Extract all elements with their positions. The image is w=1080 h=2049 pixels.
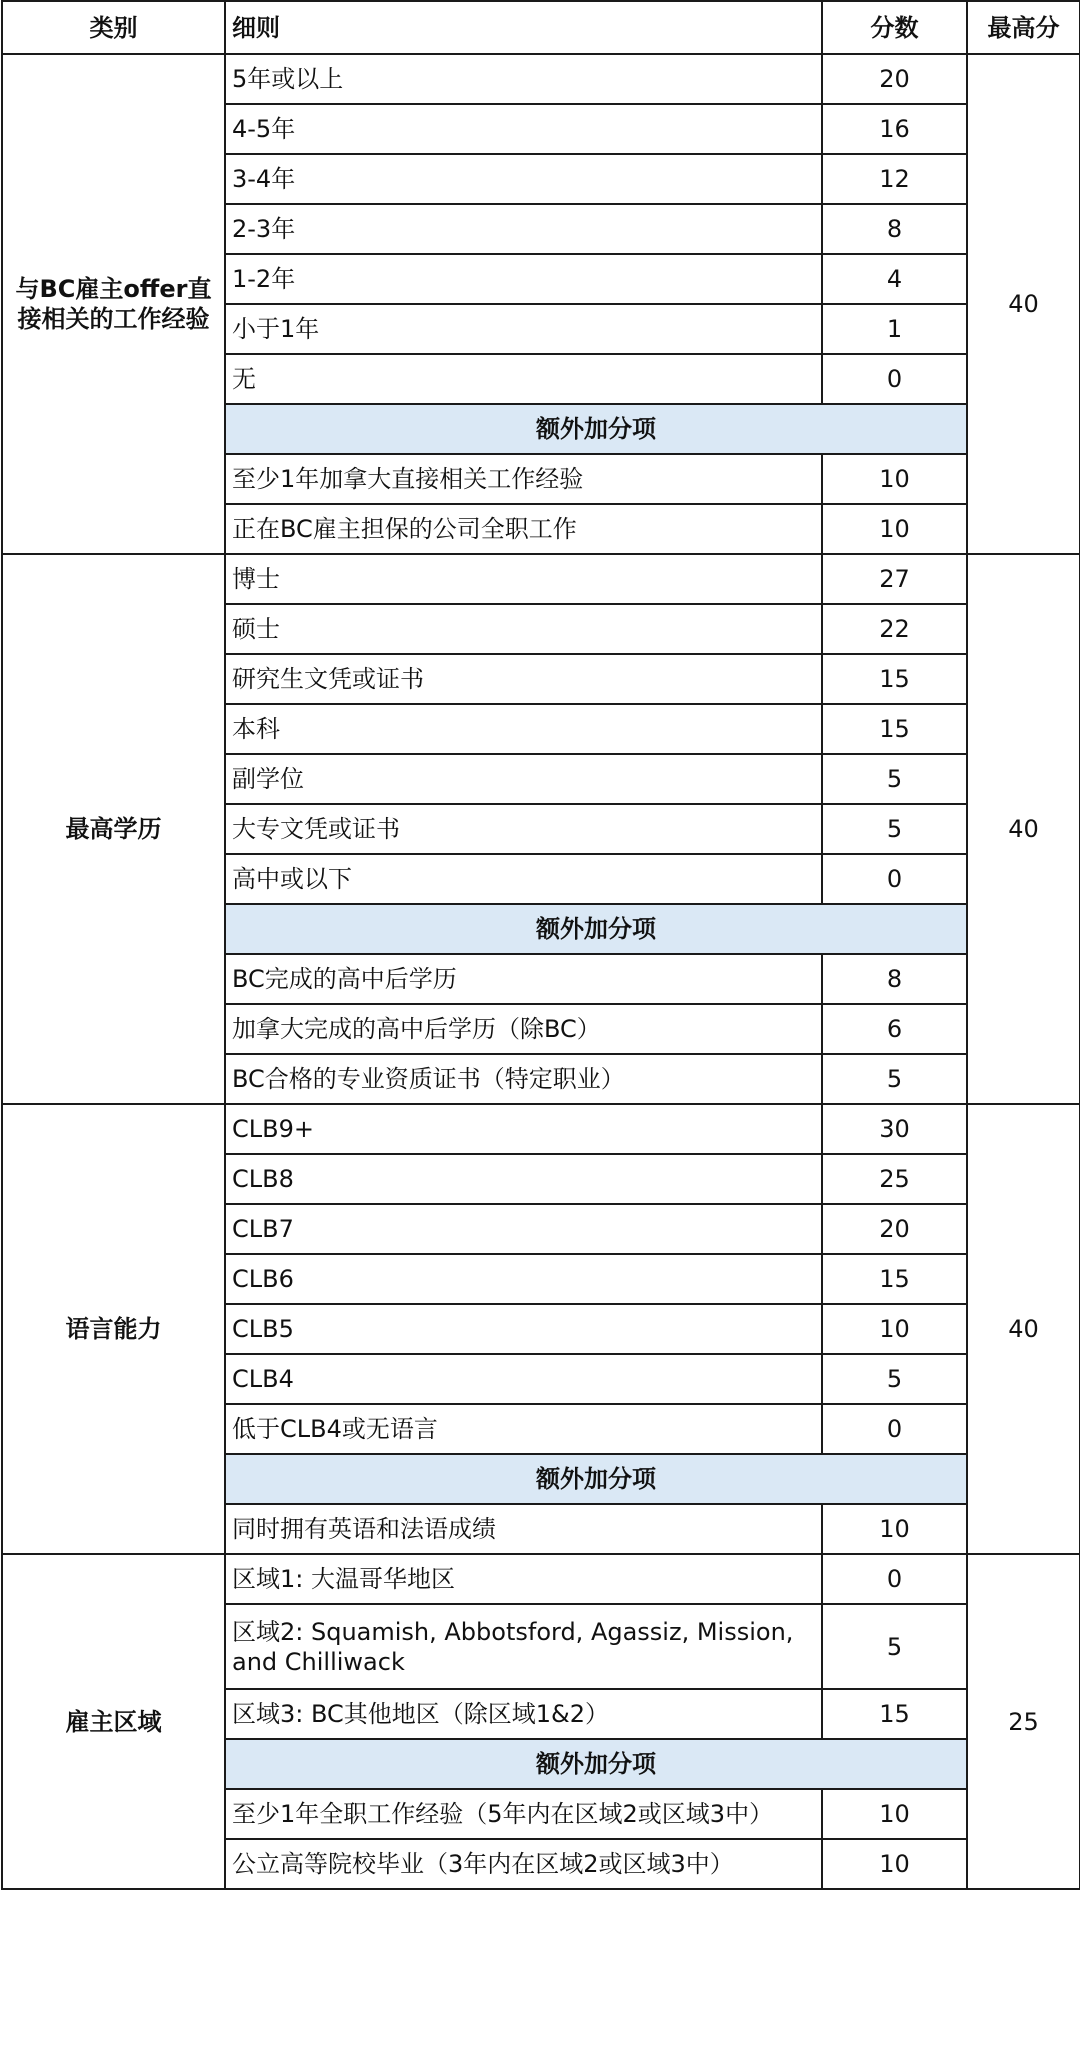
score-cell: 27 [822,554,967,604]
score-cell: 1 [822,304,967,354]
detail-cell: 同时拥有英语和法语成绩 [225,1504,822,1554]
category-cell: 最高学历 [2,554,225,1104]
detail-cell: 1-2年 [225,254,822,304]
score-cell: 8 [822,954,967,1004]
score-cell: 15 [822,1689,967,1739]
table-row [2,1104,1080,1154]
header-row [2,1,1080,54]
bonus-label: 额外加分项 [225,1739,967,1789]
score-cell: 0 [822,854,967,904]
max-score-cell: 25 [967,1554,1080,1889]
score-cell: 30 [822,1104,967,1154]
score-cell: 22 [822,604,967,654]
detail-cell: CLB5 [225,1304,822,1354]
detail-cell: 区域1: 大温哥华地区 [225,1554,822,1604]
detail-cell: CLB7 [225,1204,822,1254]
score-cell: 15 [822,704,967,754]
category-cell: 雇主区域 [2,1554,225,1889]
score-cell: 10 [822,1304,967,1354]
score-cell: 6 [822,1004,967,1054]
detail-cell: 区域2: Squamish, Abbotsford, Agassiz, Mission, and Chilliwack [225,1604,822,1689]
header-category: 类别 [2,1,225,54]
score-cell: 4 [822,254,967,304]
detail-cell: BC合格的专业资质证书（特定职业） [225,1054,822,1104]
detail-cell: 加拿大完成的高中后学历（除BC） [225,1004,822,1054]
detail-cell: 正在BC雇主担保的公司全职工作 [225,504,822,554]
detail-cell: 5年或以上 [225,54,822,104]
score-cell: 10 [822,1839,967,1889]
score-cell: 10 [822,504,967,554]
score-cell: 15 [822,654,967,704]
score-cell: 25 [822,1154,967,1204]
points-table-body [2,54,1080,1889]
score-cell: 12 [822,154,967,204]
detail-cell: CLB8 [225,1154,822,1204]
header-score: 分数 [822,1,967,54]
score-cell: 16 [822,104,967,154]
bonus-label: 额外加分项 [225,404,967,454]
max-score-cell: 40 [967,54,1080,554]
category-cell: 与BC雇主offer直接相关的工作经验 [2,54,225,554]
score-cell: 20 [822,1204,967,1254]
score-cell: 5 [822,1604,967,1689]
detail-cell: 硕士 [225,604,822,654]
bonus-label: 额外加分项 [225,1454,967,1504]
category-cell: 语言能力 [2,1104,225,1554]
max-score-cell: 40 [967,1104,1080,1554]
score-cell: 8 [822,204,967,254]
detail-cell: 博士 [225,554,822,604]
detail-cell: CLB6 [225,1254,822,1304]
detail-cell: 本科 [225,704,822,754]
detail-cell: BC完成的高中后学历 [225,954,822,1004]
score-cell: 10 [822,1504,967,1554]
table-row [2,54,1080,104]
detail-cell: 至少1年全职工作经验（5年内在区域2或区域3中） [225,1789,822,1839]
detail-cell: CLB9+ [225,1104,822,1154]
detail-cell: 区域3: BC其他地区（除区域1&2） [225,1689,822,1739]
max-score-cell: 40 [967,554,1080,1104]
detail-cell: 小于1年 [225,304,822,354]
score-cell: 0 [822,354,967,404]
detail-cell: 无 [225,354,822,404]
score-cell: 5 [822,1054,967,1104]
points-table [1,0,1080,1890]
score-cell: 10 [822,454,967,504]
detail-cell: 低于CLB4或无语言 [225,1404,822,1454]
detail-cell: CLB4 [225,1354,822,1404]
header-detail: 细则 [225,1,822,54]
score-cell: 15 [822,1254,967,1304]
detail-cell: 2-3年 [225,204,822,254]
score-cell: 10 [822,1789,967,1839]
detail-cell: 大专文凭或证书 [225,804,822,854]
score-cell: 5 [822,804,967,854]
score-cell: 20 [822,54,967,104]
score-cell: 5 [822,1354,967,1404]
detail-cell: 至少1年加拿大直接相关工作经验 [225,454,822,504]
score-cell: 5 [822,754,967,804]
score-cell: 0 [822,1554,967,1604]
table-row [2,554,1080,604]
detail-cell: 副学位 [225,754,822,804]
table-row [2,1554,1080,1604]
detail-cell: 高中或以下 [225,854,822,904]
score-cell: 0 [822,1404,967,1454]
detail-cell: 公立高等院校毕业（3年内在区域2或区域3中） [225,1839,822,1889]
bonus-label: 额外加分项 [225,904,967,954]
header-max: 最高分 [967,1,1080,54]
detail-cell: 3-4年 [225,154,822,204]
detail-cell: 4-5年 [225,104,822,154]
detail-cell: 研究生文凭或证书 [225,654,822,704]
